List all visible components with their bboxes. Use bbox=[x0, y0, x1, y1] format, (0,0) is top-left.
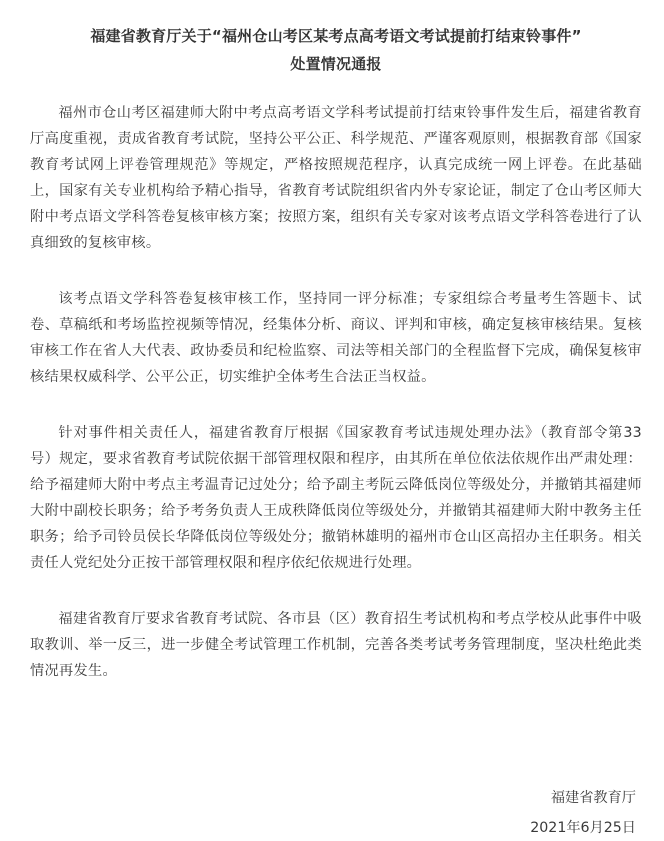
title-line-2: 处置情况通报 bbox=[290, 55, 382, 73]
document-body bbox=[30, 100, 642, 684]
signature-date: 2021年6月25日 bbox=[530, 820, 636, 836]
document-title bbox=[30, 0, 642, 78]
signature-organization: 福建省教育厅 bbox=[550, 790, 636, 806]
paragraph-2: 该考点语文学科答卷复核审核工作，坚持同一评分标准；专家组综合考量考生答题卡、试卷、草稿纸和考场监控视频等情况，经集体分析、商议、评判和审核，确定复核审核结果。复核审核工作在省人大代表、政协委员和纪检监察、司法等相关部门的全程监督下完成，确保复核审核结果权威科学、公平公正，切实维护全体考生合法正当权益。 bbox=[30, 291, 642, 385]
title-line-1: 福建省教育厅关于“福州仓山考区某考点高考语文考试提前打结束铃事件” bbox=[90, 27, 582, 45]
paragraph-1: 福州市仓山考区福建师大附中考点高考语文学科考试提前打结束铃事件发生后，福建省教育厅高度重视，责成省教育考试院，坚持公平公正、科学规范、严谨客观原则，根据教育部《国家教育考试网上评卷管理规范》等规定，严格按照规范程序，认真完成统一网上评卷。在此基础上，国家有关专业机构给予精心指导，省教育考试院组织省内外专家论证，制定了仓山考区师大附中考点语文学科答卷复核审核方案；按照方案，组织有关专家对该考点语文学科答卷进行了认真细致的复核审核。 bbox=[30, 105, 642, 251]
paragraph-3: 针对事件相关责任人，福建省教育厅根据《国家教育考试违规处理办法》（教育部令第33号）规定，要求省教育考试院依据干部管理权限和程序，由其所在单位依法依规作出严肃处理：给予福建师大附中考点主考温青记过处分；给予副主考阮云降低岗位等级处分，并撤销其福建师大附中副校长职务；给予考务负责人王成秩降低岗位等级处分，并撤销其福建师大附中教务主任职务；给予司铃员侯长华降低岗位等级处分；撤销林雄明的福州市仓山区高招办主任职务。相关责任人党纪处分正按干部管理权限和程序依纪依规进行处理。 bbox=[30, 425, 642, 571]
paragraph-4: 福建省教育厅要求省教育考试院、各市县（区）教育招生考试机构和考点学校从此事件中吸取教训、举一反三，进一步健全考试管理工作机制，完善各类考试考务管理制度，坚决杜绝此类情况再发生。 bbox=[30, 611, 642, 679]
